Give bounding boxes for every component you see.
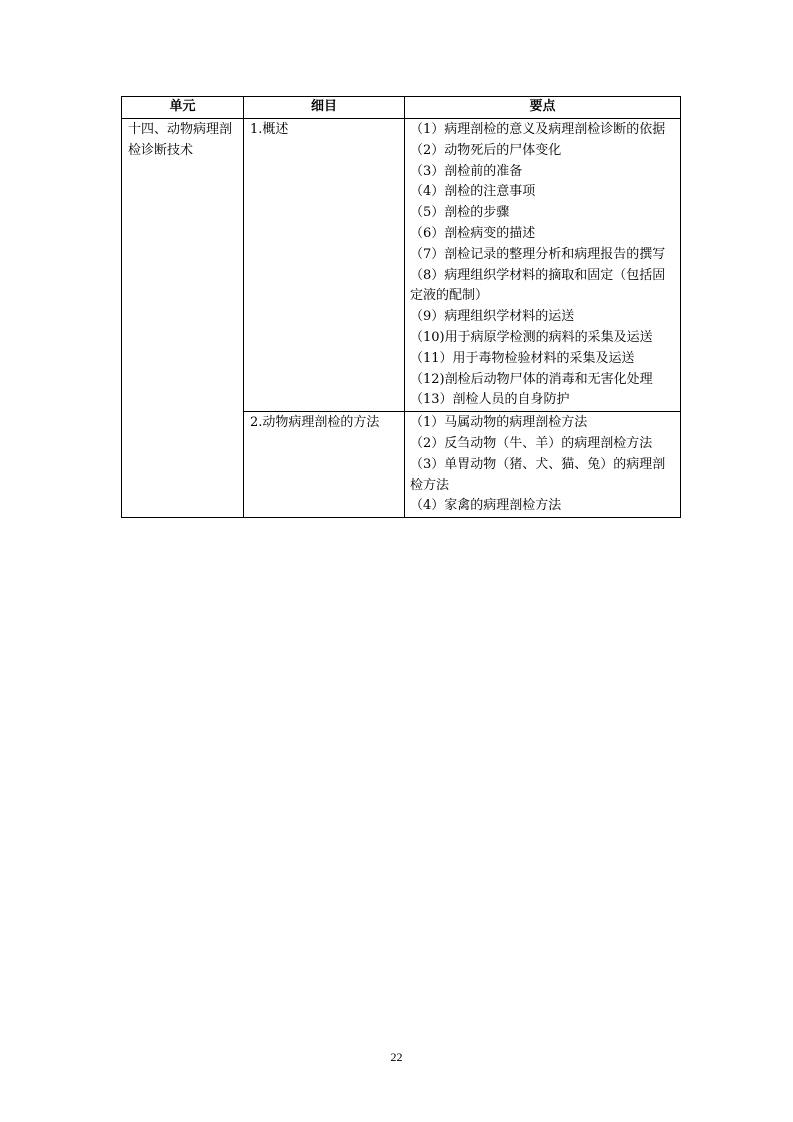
unit-cell: 十四、动物病理剖检诊断技术: [122, 119, 244, 518]
list-item: （11）用于毒物检验材料的采集及运送: [410, 350, 635, 366]
page-number: 22: [390, 1050, 403, 1064]
list-item: （12)剖检后动物尸体的消毒和无害化处理: [410, 371, 653, 387]
list-item: （7）剖检记录的整理分析和病理报告的撰写: [410, 246, 666, 262]
list-item: （1）马属动物的病理剖检方法: [410, 415, 588, 431]
item-cell: 2.动物病理剖检的方法: [244, 412, 405, 518]
key-points-cell: [405, 119, 681, 412]
key-points-cell: [405, 412, 681, 518]
table-row: [122, 119, 681, 412]
list-item: （2）动物死后的尸体变化: [410, 142, 562, 158]
list-item: （8）病理组织学材料的摘取和固定（包括固定液的配制）: [410, 267, 666, 304]
header-unit: 单元: [122, 97, 244, 119]
list-item: （9）病理组织学材料的运送: [410, 309, 575, 325]
list-item: （13）剖检人员的自身防护: [410, 392, 570, 408]
list-item: （2）反刍动物（牛、羊）的病理剖检方法: [410, 435, 653, 451]
list-item: （1）病理剖检的意义及病理剖检诊断的依据: [410, 122, 666, 137]
list-item: （10)用于病原学检测的病料的采集及运送: [410, 329, 653, 345]
list-item: （3）单胃动物（猪、犬、猫、兔）的病理剖检方法: [410, 456, 666, 493]
list-item: （4）剖检的注意事项: [410, 184, 536, 200]
list-item: （5）剖检的步骤: [410, 205, 510, 221]
header-key-points: 要点: [405, 97, 681, 119]
syllabus-table: [121, 96, 681, 518]
list-item: （4）家禽的病理剖检方法: [410, 498, 562, 514]
list-item: （3）剖检前的准备: [410, 163, 523, 179]
list-item: （6）剖检病变的描述: [410, 225, 536, 241]
item-cell: 1.概述: [244, 119, 405, 412]
header-item: 细目: [244, 97, 405, 119]
header-row: [122, 97, 681, 119]
